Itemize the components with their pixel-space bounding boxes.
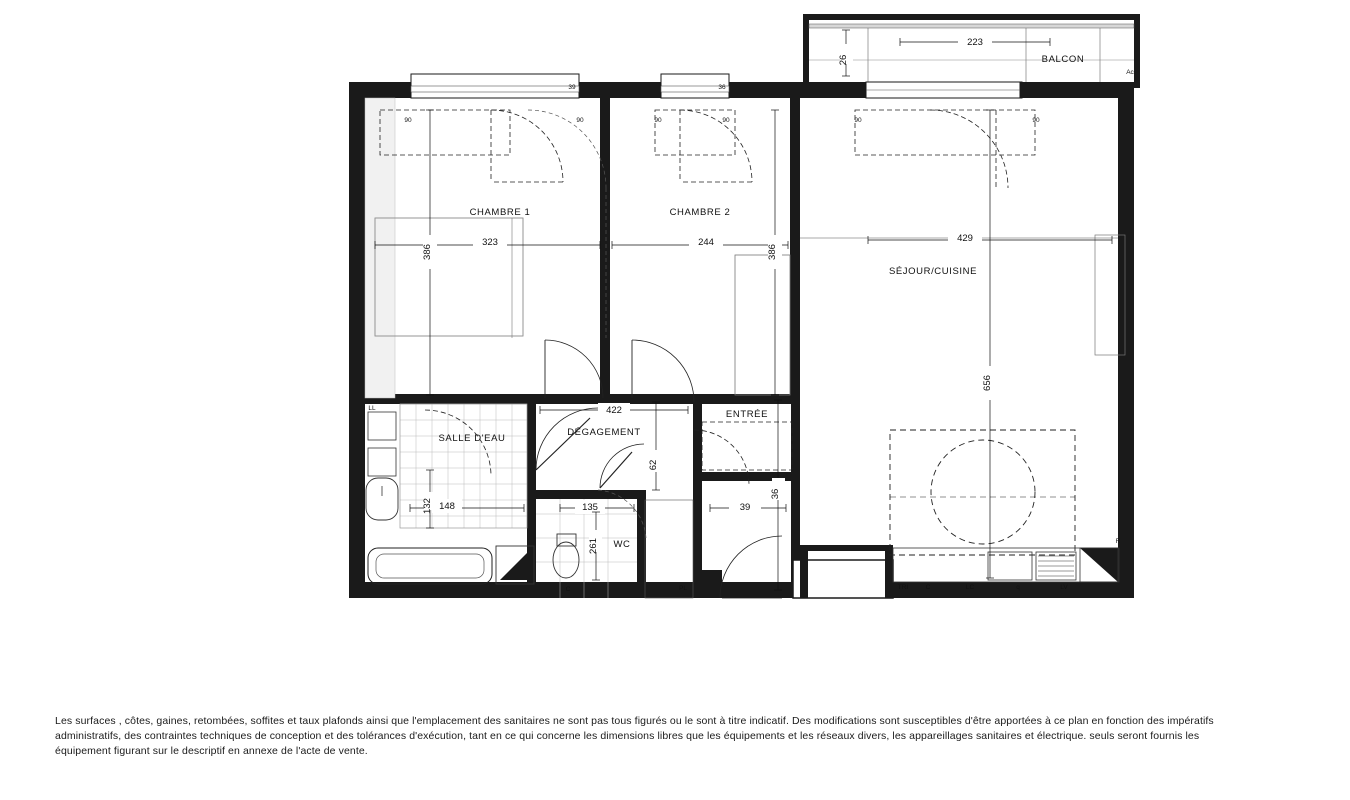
room-label-entree: ENTRÉE <box>725 409 769 420</box>
room-label-chambre1: CHAMBRE 1 <box>469 207 531 218</box>
degagement-dimensions <box>540 402 688 490</box>
dim-degagement-width: 422 <box>606 405 622 416</box>
dim-chambre1-width: 323 <box>482 237 498 248</box>
mark-c-wc-label: C <box>565 586 571 593</box>
dim-sejour-height: 656 <box>982 375 993 391</box>
room-label-wc: WC <box>613 539 631 550</box>
dim-degagement-height: 62 <box>648 459 659 471</box>
outer-walls <box>349 82 1134 598</box>
mark-ll-label: LL <box>368 405 376 412</box>
dim-wc-width: 135 <box>582 502 598 513</box>
mark-tri-label: TRI <box>897 584 909 591</box>
interior-walls <box>365 98 893 598</box>
mark-ac-label: Ac <box>1126 69 1134 76</box>
room-label-chambre2: CHAMBRE 2 <box>669 207 731 218</box>
balcony-dimensions <box>838 30 1050 76</box>
windows-top <box>411 74 1020 98</box>
mark-lc-label: LC <box>965 584 975 591</box>
dim-chambre1-height: 386 <box>422 244 433 260</box>
dim-balcon-width: 223 <box>967 37 983 48</box>
sejour-dimensions <box>854 110 1112 578</box>
dim-door-chambre2: 90 <box>654 117 662 124</box>
room-label-balcon: BALCON <box>1041 54 1085 65</box>
dim-window-chambre2: 36 <box>718 84 726 91</box>
mark-pl-label: PL <box>679 585 687 592</box>
sejour-group <box>800 110 1125 582</box>
dim-sejour-width: 429 <box>957 233 973 244</box>
dim-entree-height: 36 <box>770 488 781 500</box>
dim-door-sejour-b: 90 <box>1032 117 1040 124</box>
room-label-degagement: DÉGAGEMENT <box>567 427 641 438</box>
dim-entree-width: 39 <box>739 502 751 513</box>
dim-balcon-height: 26 <box>838 54 849 66</box>
dim-door-chambre1: 90 <box>404 117 412 124</box>
dim-window-chambre1: 39 <box>568 84 576 91</box>
disclaimer-line-3: équipement figurant sur le descriptif en annexe de l'acte de vente. <box>55 745 368 758</box>
room-label-sejour: SÉJOUR/CUISINE <box>888 266 978 277</box>
disclaimer-line-1: Les surfaces , côtes, gaines, retombées, soffites et taux plafonds ainsi que l'emplacement des sanitaires ne sont pas tous figurés ou le sont à titre indicatif. Des modifications sont susceptibles d'être apportées à ce plan en fonction des impératifs <box>55 715 1214 727</box>
dim-chambre2-height: 386 <box>767 244 778 260</box>
mark-r-label: R <box>1115 538 1121 545</box>
entree-dimensions <box>710 400 786 590</box>
chambre2-dimensions <box>612 110 788 395</box>
dim-chambre2-width: 244 <box>698 237 714 248</box>
chambre1-dimensions <box>375 110 600 395</box>
dim-door-sejour: 90 <box>854 117 862 124</box>
room-label-salledeau: SALLE D'EAU <box>438 433 506 444</box>
salledeau-dimensions <box>410 470 524 528</box>
disclaimer-text <box>55 714 1305 760</box>
mark-c-kitchen-label: C <box>925 584 931 591</box>
dim-wc-height: 261 <box>588 538 599 554</box>
dim-door-chambre2b: 90 <box>722 117 730 124</box>
dim-salledeau-height: 132 <box>422 498 433 514</box>
dim-salledeau-width: 148 <box>439 501 455 512</box>
salledeau-group <box>366 404 534 584</box>
disclaimer-line-2: administratifs, des contraintes techniques de conception et des tolérances d'exécution, tant en ce qui concerne les dimensions libres que les équipements et les réseaux divers, les appareillages sanitaires et électrique. seuls seront fournis les <box>55 730 1200 743</box>
mark-lv-label: LV <box>1060 584 1068 591</box>
dim-door-chambre1b: 90 <box>576 117 584 124</box>
mark-q-label: q <box>1016 584 1020 591</box>
